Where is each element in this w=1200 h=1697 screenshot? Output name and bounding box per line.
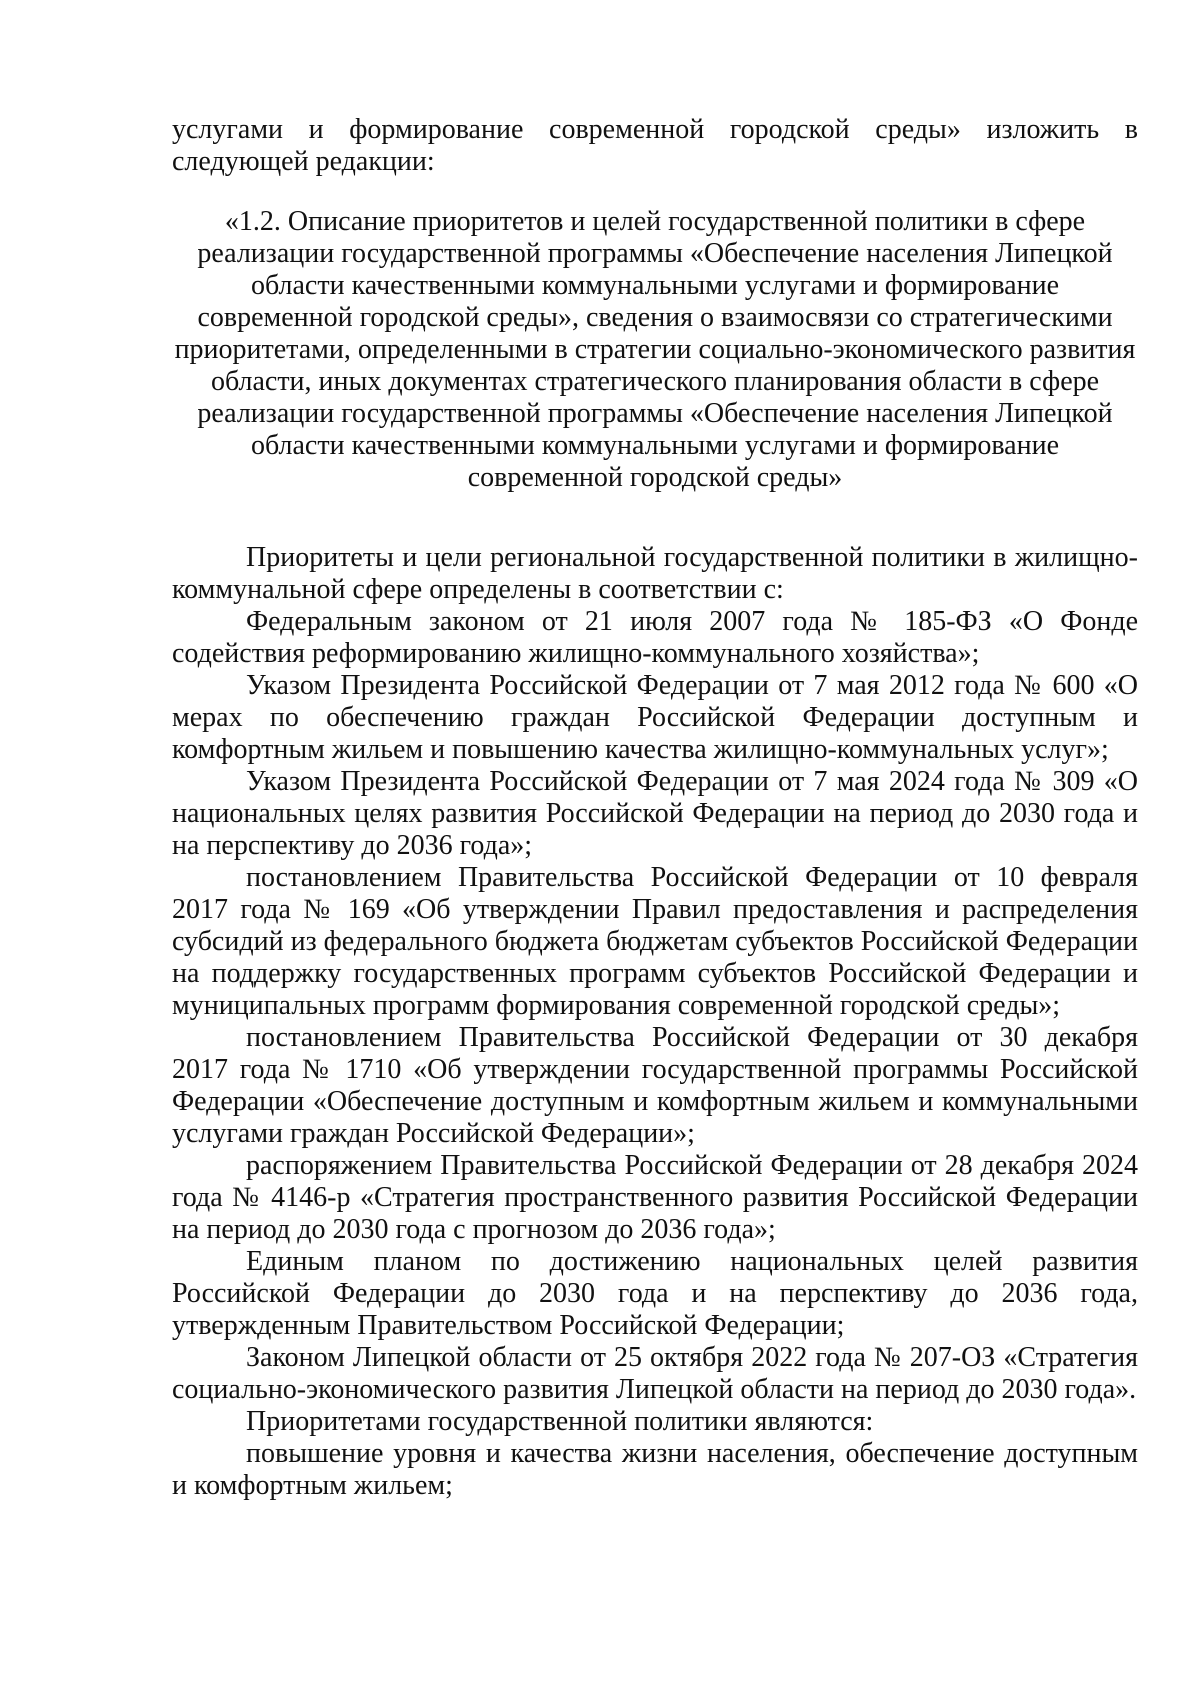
intro-paragraph: услугами и формирование современной городской среды» изложить в следующей редакции: bbox=[172, 114, 1138, 177]
body-paragraph: Приоритеты и цели региональной государственной политики в жилищно-коммунальной сфере определены в соответствии с: bbox=[172, 542, 1138, 605]
body-paragraph: Указом Президента Российской Федерации от 7 мая 2012 года № 600 «О мерах по обеспечению граждан Российской Федерации доступным и комфортным жильем и повышению качества жилищно-коммунальных услуг»; bbox=[172, 670, 1138, 765]
body-paragraph: Федеральным законом от 21 июля 2007 года № 185-ФЗ «О Фонде содействия реформированию жилищно-коммунального хозяйства»; bbox=[172, 606, 1138, 669]
body-paragraph: Единым планом по достижению национальных целей развития Российской Федерации до 2030 года и на перспективу до 2036 года, утвержденным Правительством Российской Федерации; bbox=[172, 1246, 1138, 1341]
body-paragraph: Законом Липецкой области от 25 октября 2022 года № 207-ОЗ «Стратегия социально-экономического развития Липецкой области на период до 2030 года». bbox=[172, 1342, 1138, 1405]
body-paragraph: повышение уровня и качества жизни населения, обеспечение доступным и комфортным жильем; bbox=[172, 1438, 1138, 1501]
body-paragraph: Указом Президента Российской Федерации от 7 мая 2024 года № 309 «О национальных целях развития Российской Федерации на период до 2030 года и на перспективу до 2036 года»; bbox=[172, 766, 1138, 861]
body-paragraph: Приоритетами государственной политики являются: bbox=[246, 1406, 874, 1437]
body-paragraph: постановлением Правительства Российской Федерации от 10 февраля 2017 года № 169 «Об утверждении Правил предоставления и распределения субсидий из федерального бюджета бюджетам субъектов Российской Федерации на поддержку государственных программ субъектов Российской Федерации и муниципальных программ формирования современной городской среды»; bbox=[172, 862, 1138, 1021]
body-paragraph: распоряжением Правительства Российской Федерации от 28 декабря 2024 года № 4146-р «Стратегия пространственного развития Российской Федерации на период до 2030 года с прогнозом до 2036 года»; bbox=[172, 1150, 1138, 1245]
section-heading: «1.2. Описание приоритетов и целей государственной политики в сфере реализации государственной программы «Обеспечение населения Липецкой области качественными коммунальными услугами и формирование современной городской среды», сведения о взаимосвязи со стратегическими приоритетами, определенными в стратегии социально-экономического развития области, иных документах стратегического планирования области в сфере реализации государственной программы «Обеспечение населения Липецкой области качественными коммунальными услугами и формирование современной городской среды» bbox=[174, 206, 1136, 493]
document-body bbox=[172, 114, 1138, 1502]
body-paragraph: постановлением Правительства Российской Федерации от 30 декабря 2017 года № 1710 «Об утверждении государственной программы Российской Федерации «Обеспечение доступным и комфортным жильем и коммунальными услугами граждан Российской Федерации»; bbox=[172, 1022, 1138, 1149]
